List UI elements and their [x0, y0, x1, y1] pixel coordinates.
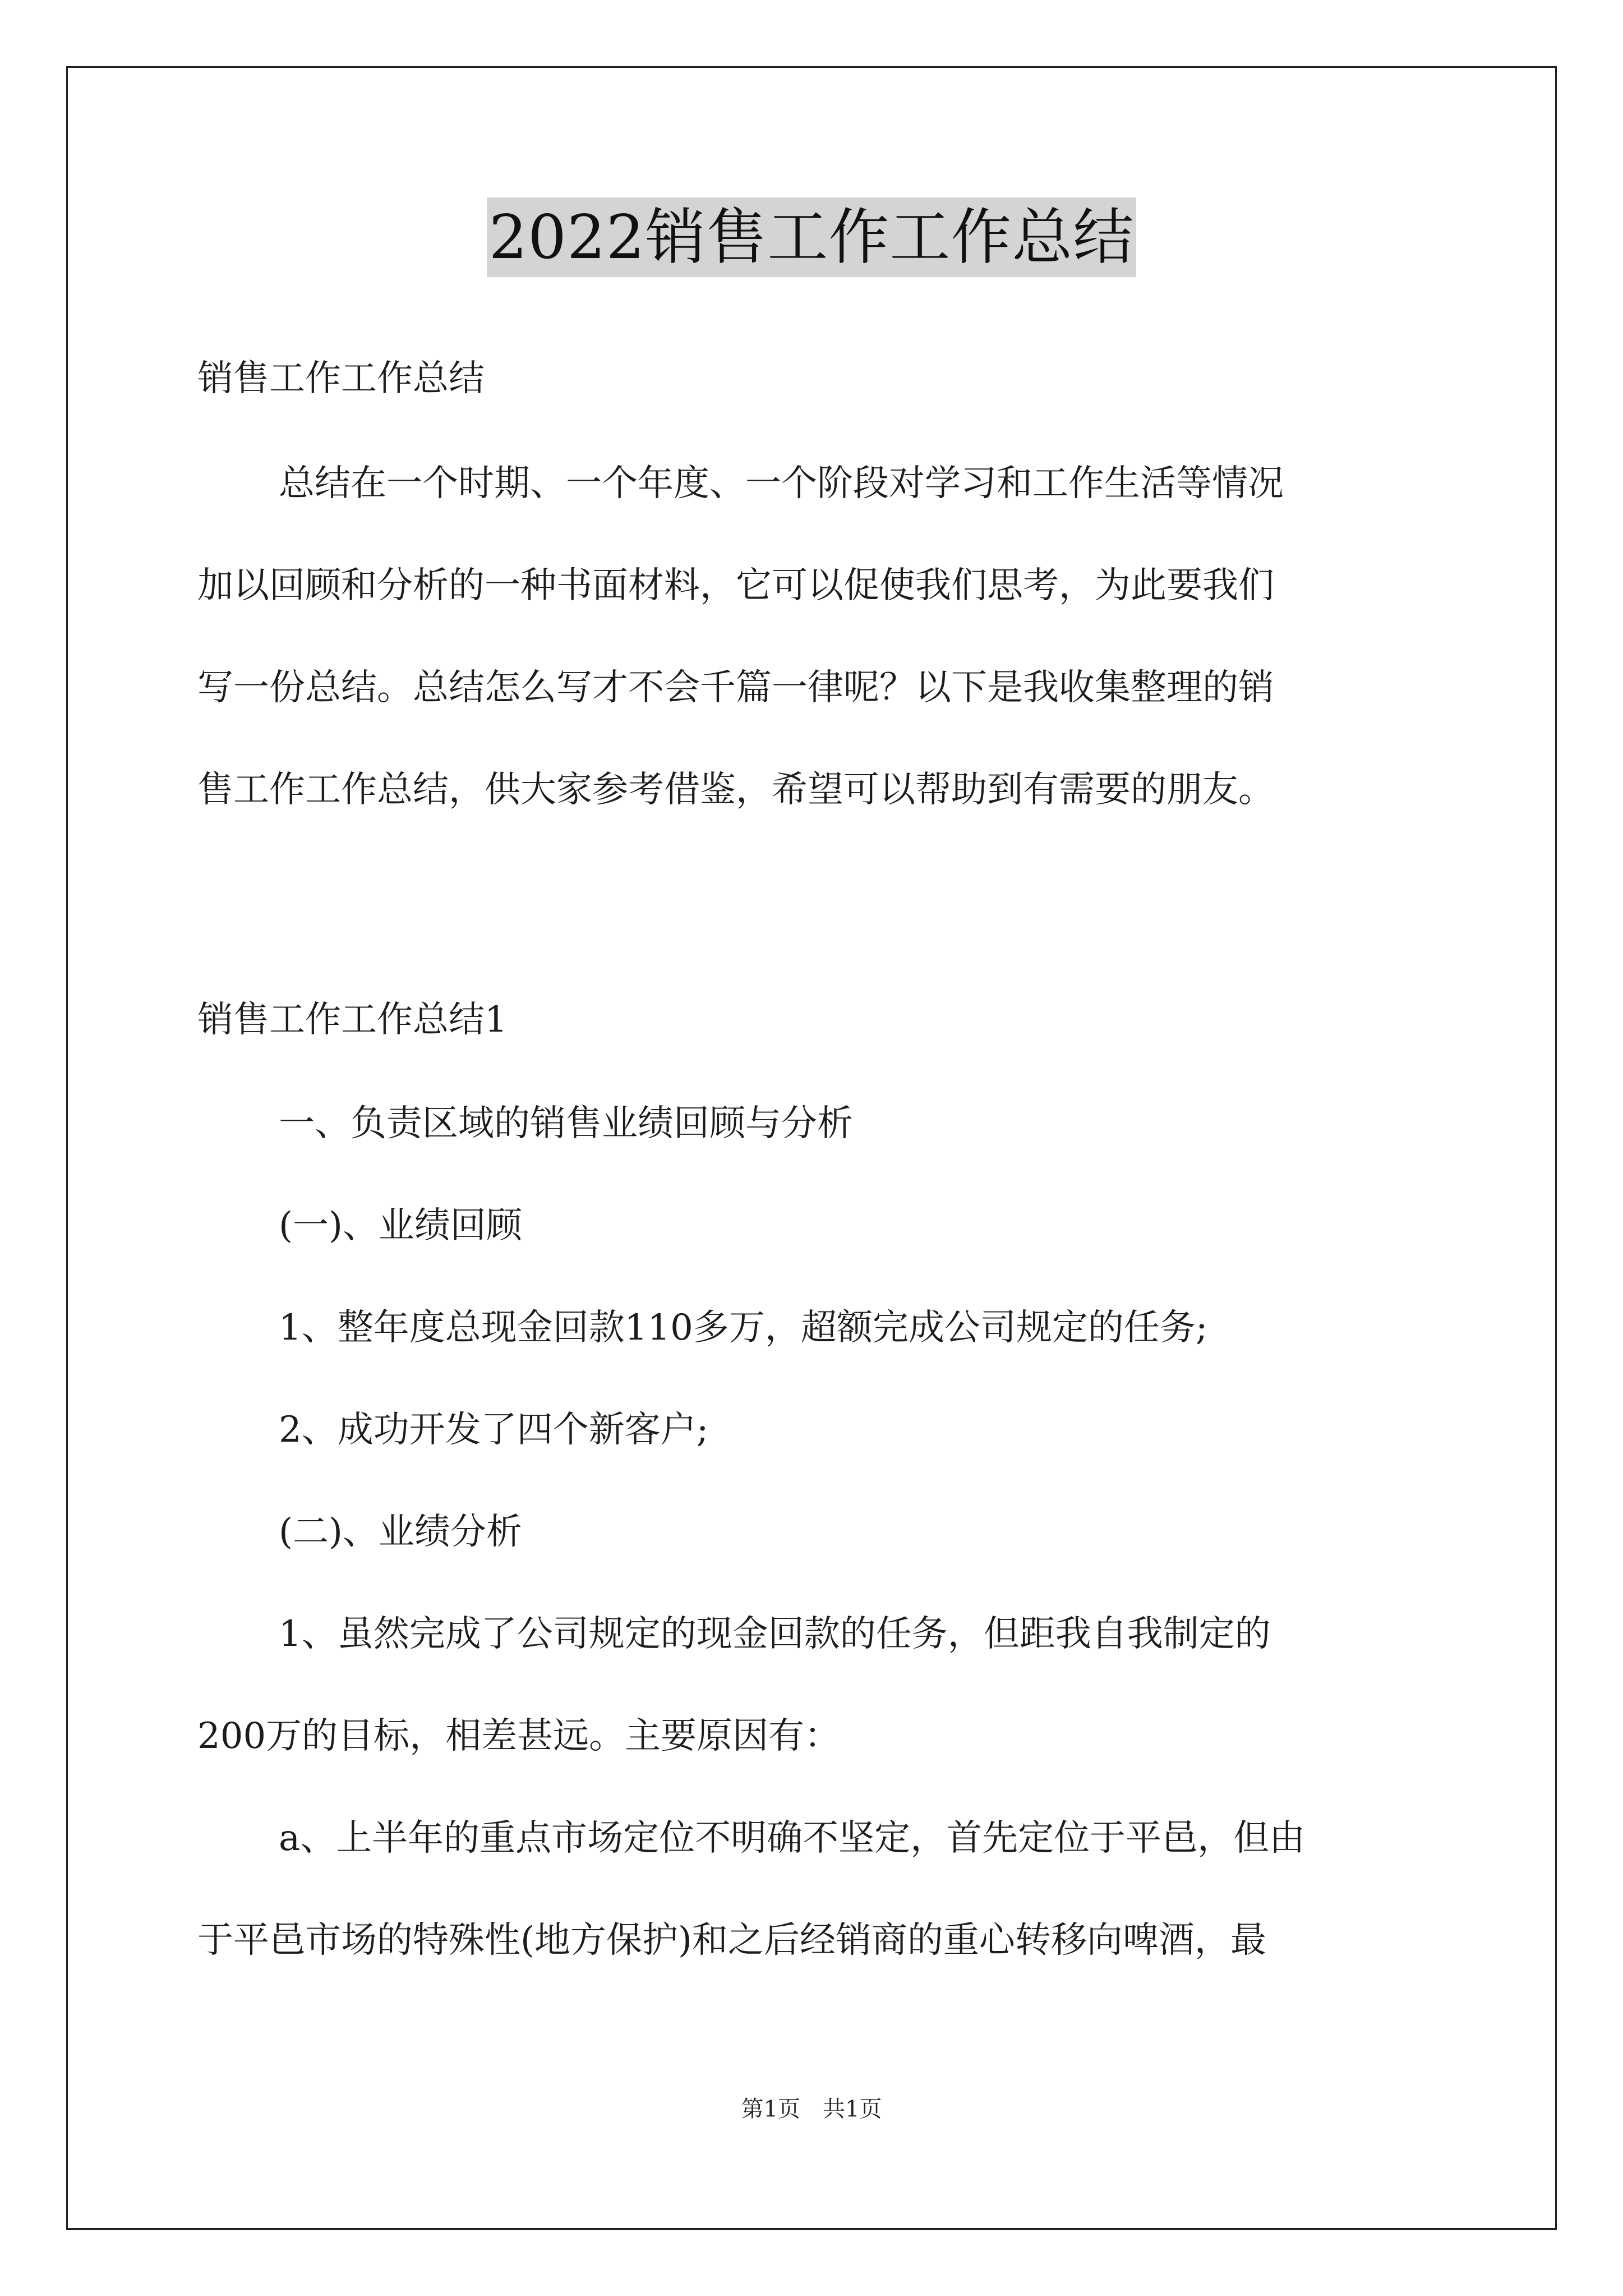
- intro-line-3: 写一份总结。总结怎么写才不会千篇一律呢？以下是我收集整理的销: [197, 667, 1274, 708]
- section-line-1: 一、负责区域的销售业绩回顾与分析: [279, 1103, 853, 1144]
- section-line-5: (二)、业绩分析: [279, 1511, 522, 1553]
- section-line-9: 于平邑市场的特殊性(地方保护)和之后经销商的重心转移向啤酒，最: [197, 1920, 1266, 1961]
- section-line-3: 1、整年度总现金回款110多万，超额完成公司规定的任务;: [279, 1307, 1208, 1349]
- page-footer: [0, 2095, 1623, 2123]
- section-line-8: a、上半年的重点市场定位不明确不坚定，首先定位于平邑，但由: [279, 1818, 1306, 1859]
- intro-line-1: 总结在一个时期、一个年度、一个阶段对学习和工作生活等情况: [279, 463, 1284, 504]
- title-container: [0, 197, 1623, 277]
- section-line-7: 200万的目标，相差甚远。主要原因有：: [197, 1715, 841, 1757]
- section-line-2: (一)、业绩回顾: [279, 1205, 522, 1246]
- section-line-4: 2、成功开发了四个新客户;: [279, 1409, 709, 1451]
- document-subtitle: 销售工作工作总结: [197, 358, 485, 399]
- section-heading: 销售工作工作总结1: [197, 999, 508, 1041]
- page-number: 第1页: [741, 2096, 800, 2122]
- document-title: 2022销售工作工作总结: [487, 197, 1137, 277]
- section-line-6: 1、虽然完成了公司规定的现金回款的任务，但距我自我制定的: [279, 1613, 1271, 1655]
- intro-line-4: 售工作工作总结，供大家参考借鉴，希望可以帮助到有需要的朋友。: [197, 769, 1274, 811]
- intro-line-2: 加以回顾和分析的一种书面材料，它可以促使我们思考，为此要我们: [197, 565, 1274, 606]
- page-total: 共1页: [823, 2096, 882, 2122]
